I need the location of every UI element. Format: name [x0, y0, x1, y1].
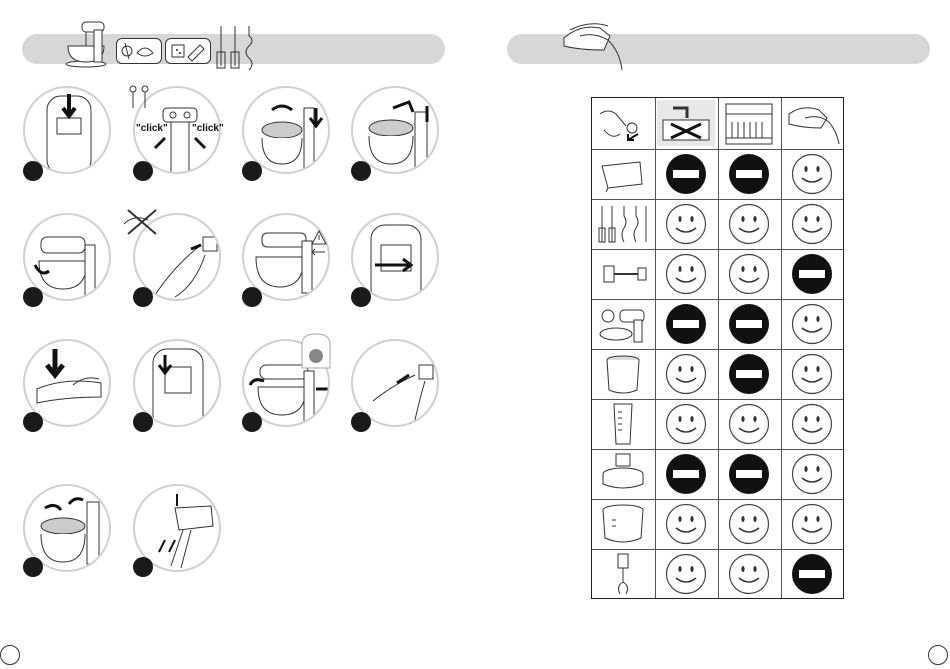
step-number-marker	[351, 161, 371, 181]
stand-base-icon	[594, 302, 652, 346]
step-number-marker	[133, 412, 153, 432]
beater-parts-icon	[125, 84, 155, 110]
step-number-marker	[242, 287, 262, 307]
allowed-smiley-icon	[791, 453, 833, 495]
not-allowed-icon	[728, 353, 770, 395]
allowed-smiley-icon	[791, 303, 833, 345]
wipe-cloth-icon	[560, 16, 626, 72]
ingredients-icon	[165, 38, 211, 64]
step-number-marker	[23, 161, 43, 181]
accessories-icon	[116, 38, 162, 64]
blender-foot-icon	[594, 252, 652, 296]
allowed-smiley-icon	[791, 503, 833, 545]
no-wet-hands-icon	[122, 206, 160, 238]
allowed-smiley-icon	[791, 403, 833, 445]
not-allowed-icon	[728, 303, 770, 345]
not-allowed-icon	[665, 153, 707, 195]
not-allowed-icon	[791, 553, 833, 595]
step-number-marker	[23, 287, 43, 307]
page-number-circle-right	[928, 645, 948, 665]
allowed-smiley-icon	[665, 503, 707, 545]
turbo-button-detail-icon	[298, 332, 334, 370]
not-allowed-icon	[728, 153, 770, 195]
allowed-smiley-icon	[665, 253, 707, 295]
step-number-marker	[133, 161, 153, 181]
no-water-immersion-icon	[657, 100, 715, 146]
step-number-marker	[23, 412, 43, 432]
allowed-smiley-icon	[665, 203, 707, 245]
motor-unit-icon	[594, 152, 652, 196]
dishwasher-icon	[720, 100, 778, 146]
not-allowed-icon	[665, 303, 707, 345]
step-number-marker	[242, 161, 262, 181]
click-label-left: "click"	[136, 123, 168, 134]
not-allowed-icon	[791, 253, 833, 295]
whisk-attachment-icon	[594, 552, 652, 596]
allowed-smiley-icon	[728, 503, 770, 545]
allowed-smiley-icon	[791, 153, 833, 195]
not-allowed-icon	[728, 453, 770, 495]
step-number-marker	[351, 287, 371, 307]
allowed-smiley-icon	[791, 203, 833, 245]
warning-triangle-icon	[311, 230, 327, 258]
allowed-smiley-icon	[728, 403, 770, 445]
stand-mixer-icon	[62, 16, 110, 68]
steel-bowl-icon	[594, 352, 652, 396]
dry-wipe-icon	[783, 100, 841, 146]
not-allowed-icon	[665, 453, 707, 495]
beaker-icon	[594, 402, 652, 446]
page-number-circle-left	[0, 645, 20, 665]
beaters-and-hooks-icon	[215, 24, 259, 72]
step-number-marker	[351, 412, 371, 432]
step-number-marker	[133, 557, 153, 577]
beaters-hooks-icon	[594, 202, 652, 246]
chopper-bowl-icon	[594, 502, 652, 546]
allowed-smiley-icon	[665, 353, 707, 395]
allowed-smiley-icon	[728, 203, 770, 245]
allowed-smiley-icon	[665, 553, 707, 595]
allowed-smiley-icon	[665, 403, 707, 445]
click-label-right: "click"	[192, 123, 224, 134]
chopper-lid-icon	[594, 452, 652, 496]
allowed-smiley-icon	[728, 553, 770, 595]
step-number-marker	[242, 412, 262, 432]
step-number-marker	[23, 557, 43, 577]
step-number-marker	[133, 287, 153, 307]
allowed-smiley-icon	[728, 253, 770, 295]
wipe-damp-cloth-icon	[594, 100, 652, 146]
allowed-smiley-icon	[791, 353, 833, 395]
